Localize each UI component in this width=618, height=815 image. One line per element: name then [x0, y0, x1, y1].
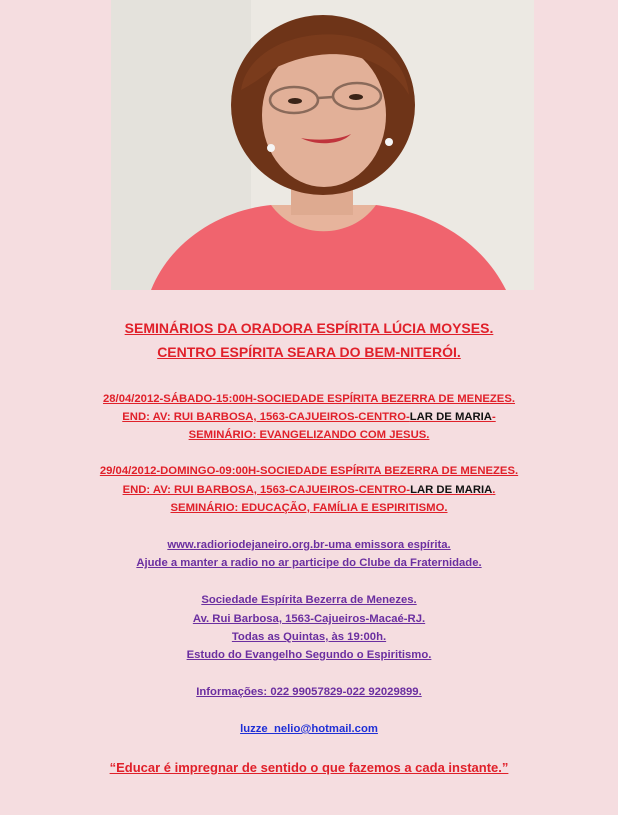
event2-date-line: 29/04/2012-DOMINGO-09:00H-SOCIEDADE ESPÍRITA BEZERRA DE MENEZES.	[99, 465, 519, 477]
heading-line-1: SEMINÁRIOS DA ORADORA ESPÍRITA LÚCIA MOYSES.	[124, 320, 494, 336]
event2-venue: LAR DE MARIA	[410, 484, 493, 496]
event2-address-line	[0, 484, 618, 496]
event2-address-suffix: .	[492, 484, 496, 496]
event1-address-suffix: -	[491, 411, 496, 423]
society-schedule: Todas as Quintas, às 19:00h.	[231, 631, 387, 643]
event1-address-line	[0, 411, 618, 423]
portrait-photo	[111, 0, 534, 290]
event2-seminar-line: SEMINÁRIO: EDUCAÇÃO, FAMÍLIA E ESPIRITISMO.	[170, 502, 448, 514]
email-link[interactable]: luzze_nelio@hotmail.com	[240, 723, 378, 735]
event1-date-line: 28/04/2012-SÁBADO-15:00H-SOCIEDADE ESPÍRITA BEZERRA DE MENEZES.	[102, 393, 516, 405]
radio-support-line: Ajude a manter a radio no ar participe do Clube da Fraternidade.	[136, 557, 482, 569]
info-phone-line: Informações: 022 99057829-022 92029899.	[196, 686, 422, 698]
society-study: Estudo do Evangelho Segundo o Espiritismo.	[186, 649, 432, 661]
event1-address-prefix: END: AV: RUI BARBOSA, 1563-CAJUEIROS-CENTRO-	[122, 411, 410, 423]
society-address: Av. Rui Barbosa, 1563-Cajueiros-Macaé-RJ.	[192, 613, 426, 625]
event1-seminar-line: SEMINÁRIO: EVANGELIZANDO COM JESUS.	[188, 429, 430, 441]
heading-line-2: CENTRO ESPÍRITA SEARA DO BEM-NITERÓI.	[157, 344, 461, 360]
society-name: Sociedade Espírita Bezerra de Menezes.	[201, 594, 417, 606]
quote-line: “Educar é impregnar de sentido o que fazemos a cada instante.”	[109, 760, 509, 775]
event2-address-prefix: END: AV: RUI BARBOSA, 1563-CAJUEIROS-CENTRO-	[122, 484, 411, 496]
radio-link[interactable]: www.radioriodejaneiro.org.br-uma emissora espírita.	[167, 539, 451, 551]
event1-venue: LAR DE MARIA	[409, 411, 492, 423]
